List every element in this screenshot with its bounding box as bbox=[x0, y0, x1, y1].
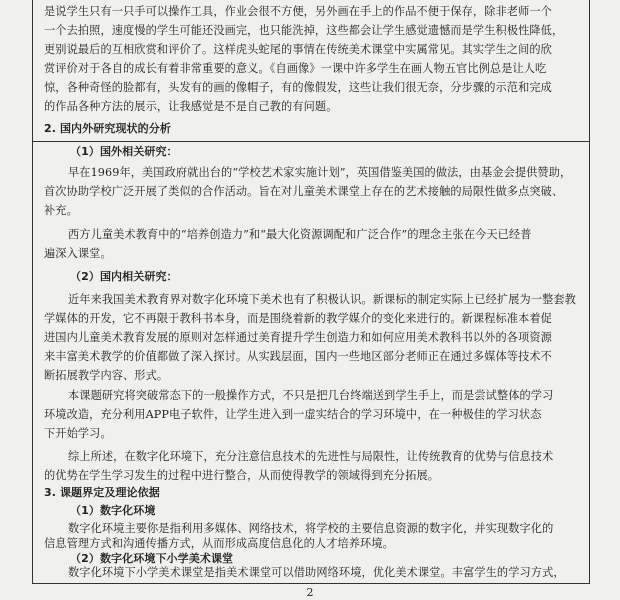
text-line: 断拓展教学内容、形式。 bbox=[44, 369, 169, 382]
text-line: 西方儿童美术教育中的“培养创造力”和“最大化资源调配和广泛合作”的理念主张在今天已经普 bbox=[68, 228, 532, 241]
subheading-digital-environment: （1）数字化环境 bbox=[70, 504, 156, 517]
subheading-digital-classroom: （2）数字化环境下小学美术课堂 bbox=[70, 552, 234, 565]
text-line: 一个去拍照，速度慢的学生可能还没画完，也只能洗掉，这些都会让学生感觉遗憾而是学生积极性降低， bbox=[44, 24, 564, 37]
subheading-domestic: （2）国内相关研究： bbox=[70, 270, 178, 283]
text-line: 补充。 bbox=[44, 204, 78, 217]
text-line: 更别说最后的互相欣赏和评价了。这样虎头蛇尾的事情在传统美术课堂中实属常见。其实学生之间的欣 bbox=[44, 43, 552, 56]
text-line: 信息管理方式和沟通传播方式，从而形成高度信息化的人才培养环境。 bbox=[44, 537, 394, 550]
page-number: 2 bbox=[306, 586, 314, 599]
text-line: 综上所述，在数字化环境下，充分注意信息技术的先进性与局限性，让传统教育的优势与信息技术 bbox=[68, 450, 554, 463]
text-line: 遍深入课堂。 bbox=[44, 247, 112, 260]
text-line: 本课题研究将突破常态下的一般操作方式，不只是把几台终端送到学生手上，而是尝试整体的学习 bbox=[68, 389, 554, 402]
text-line: 数字化环境下小学美术课堂是指美术课堂可以借助网络环境，优化美术课堂。丰富学生的学习方式， bbox=[68, 566, 565, 579]
text-line: 进国内儿童美术教育发展的原则对怎样通过美育提升学生创造力和如何应用美术教科书以外的各项资源 bbox=[44, 331, 552, 344]
section-heading-3: 3. 课题界定及理论依据 bbox=[44, 486, 160, 499]
text-line: 环境改造，充分利用APP电子软件，让学生进入到一虚实结合的学习环境中，在一种极佳的学习状态 bbox=[44, 408, 542, 421]
text-line: 学媒体的开发，它不再限于教科书本身，而是围绕着新的教学媒介的变化来进行的。新课程标准本着促 bbox=[44, 312, 552, 325]
text-line: 近年来我国美术教育界对数字化环境下美术也有了积极认识。新课标的制定实际上已经扩展为一整套教 bbox=[68, 293, 576, 306]
text-line: 是说学生只有一只手可以操作工具，作业会很不方便，另外画在手上的作品不便于保存，除非老师一个 bbox=[44, 5, 552, 18]
text-line: 来丰富美术教学的价值都做了深入探讨。从实践层面，国内一些地区部分老师正在通过多媒体等技术不 bbox=[44, 350, 552, 363]
text-line: 早在1969年，美国政府就出台的“学校艺术家实施计划”，英国借鉴美国的做法，由基金会提供赞助， bbox=[68, 166, 572, 179]
text-line: 的优势在学生学习发生的过程中进行整合，从而使得教学的领域得到充分拓展。 bbox=[44, 469, 440, 482]
text-line: 首次协助学校广泛开展了类似的合作活动。旨在对儿童美术课堂上存在的艺术接触的局限性做多点突破、 bbox=[44, 185, 564, 198]
text-line: 下开始学习。 bbox=[44, 427, 112, 440]
text-line: 数字化环境主要你是指利用多媒体、网络技术，将学校的主要信息资源的数字化，并实现数字化的 bbox=[68, 522, 554, 535]
subheading-foreign: （1）国外相关研究： bbox=[70, 145, 178, 158]
text-line: 的作品各种方法的展示，让我感觉是不是自己教的有问题。 bbox=[44, 100, 338, 113]
section-heading-2: 2. 国内外研究现状的分析 bbox=[44, 122, 171, 135]
section-divider bbox=[33, 141, 589, 142]
text-line: 惊，各种奇怪的脸都有，头发有的画的像帽子，有的像假发，这些让我们很无奈，分步骤的示范和完成 bbox=[44, 81, 552, 94]
text-line: 赏评价对于各自的成长有着非常重要的意义。《自画像》一课中许多学生在画人物五官比例总是让人吃 bbox=[44, 62, 547, 75]
